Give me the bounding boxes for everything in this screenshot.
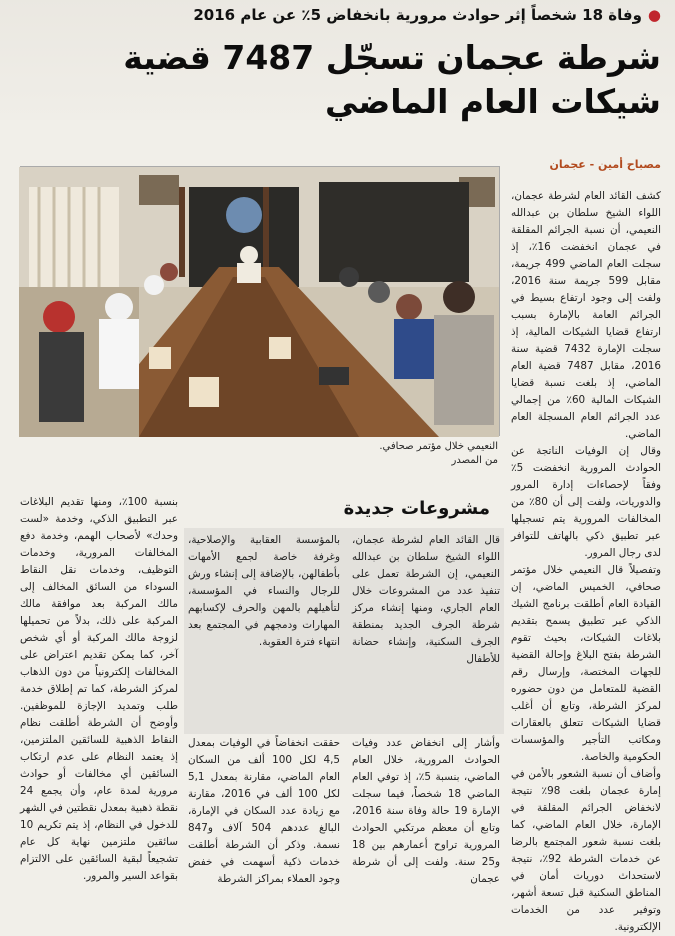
- paragraph: وتفصيلاً قال النعيمي خلال مؤتمر صحافي، الخميس الماضي، إن القيادة العام أطلقت برنامج الشيك الذكي عبر تطبيق يسمح بتقديم بلاغات الشيكات، بحيث تقوم الشرطة بفتح البلاغ وإحالة القضية للجهات المختصة، وإرسال رقم القضية للمتعامل من دون حضوره لمركز الشرطة، وتابع أن أغلب قضايا الشيكات تتعلق بالعقارات ومكاتب التأجير والمؤسسات الحكومية والخاصة.: [511, 564, 661, 763]
- kicker: [21, 6, 661, 24]
- paragraph: وأضاف أن نسبة الشعور بالأمن في إمارة عجمان بلغت 98٪ نتيجة لانخفاض الجرائم المقلقة في الإمارة، خلال العام الماضي، كما بلغت نسبة شعور المجتمع بالرضا عن خدمات الشرطة 92٪، نتيجة لاستحداث دوريات أمان في المناطق السكنية قبل تسعة أشهر، وتوفير عدد من الخدمات الإلكترونية.: [511, 768, 661, 933]
- caption-line-1: النعيمي خلال مؤتمر صحافي.: [379, 441, 498, 452]
- article-column-mid-3: وأشار إلى انخفاض عدد وفيات الحوادث المرورية، خلال العام الماضي، بنسبة 5٪، إذ توفي العام الماضي 18 شخصاً، فيما سجلت الإمارة 19 حالة وفاة سنة 2016، وتابع أن معظم مرتكبي الحوادث المرورية تراوح أعمارهم بين 18 و25 سنة. ولفت إلى أن شرطة عجمان: [352, 737, 500, 885]
- article-column-right: [511, 188, 662, 933]
- paragraph: وقال إن الوفيات الناتجة عن الحوادث المرورية انخفضت 5٪ وفقاً لإحصاءات إدارة المرور والدوريات، ولفت إلى أن 80٪ من المخالفات المرورية يتم تسجيلها عبر تطبيق ذكي بالهاتف للتوافر لدى رجال المرور.: [511, 445, 661, 559]
- headline-line-2: شيكات العام الماضي: [324, 82, 661, 121]
- photo-caption: [22, 440, 498, 468]
- headline-line-1: شرطة عجمان تسجّل 7487 قضية: [123, 38, 661, 77]
- paragraph: كشف القائد العام لشرطة عجمان، اللواء الشيخ سلطان بن عبدالله النعيمي، أن نسبة الجرائم المقلقة في عجمان انخفضت 16٪، إذ سجلت العام الماضي 499 جريمة، مقابل 599 جريمة سنة 2016، ولفت إلى وجود ارتفاع بسيط في الجرائم العامة بالإمارة بسبب ارتفاع قضايا الشيكات المالية، إذ سجلت الإمارة 7432 قضية سنة 2016، مقابل 7487 قضية العام الماضي، إذ بلغت نسبة قضايا الشيكات المالية 60٪ من إجمالي عدد الجرائم العام المسجلة العام الماضي.: [511, 190, 662, 440]
- headline: [21, 36, 661, 124]
- article-column-mid-1: قال القائد العام لشرطة عجمان، اللواء الشيخ سلطان بن عبدالله النعيمي، إن الشرطة تعمل على تنفيذ عدد من المشروعات خلال العام الجاري، ومنها إنشاء مركز شرطة الجرف الجديد بمنطقة الجرف السكنية، وإنشاء حضانة للأطفال: [352, 534, 500, 665]
- article-column-mid-4: حققت انخفاضاً في الوفيات بمعدل 4,5 لكل 100 ألف من السكان العام الماضي، مقارنة بمعدل 5,1 لكل 100 ألف في 2016، مقارنة مع زيادة عدد السكان في الإمارة، البالغ عددهم 504 آلاف و847 نسمة. وذكر أن الشرطة أطلقت خدمات ذكية أسهمت في خفض وجود العملاء بمراكز الشرطة: [188, 737, 340, 885]
- kicker-text: وفاة 18 شخصاً إثر حوادث مرورية بانخفاض 5٪ عن عام 2016: [193, 6, 642, 24]
- article-column-mid-2: بالمؤسسة العقابية والإصلاحية، وغرفة خاصة لجمع الأمهات بأطفالهن، بالإضافة إلى إنشاء ورش للرجال والنساء في المؤسسة، لتأهيلهم بالمهن والحرف لإكسابهم المهارات ودمجهم في المجتمع بعد انتهاء فترة العقوبة.: [188, 534, 340, 648]
- bullet-icon: ●: [647, 6, 661, 24]
- section-title: مشروعات جديدة: [343, 498, 490, 519]
- press-conference-photo: [20, 166, 500, 436]
- conference-image: [19, 167, 499, 437]
- article-column-left: بنسبة 100٪، ومنها تقديم البلاغات عبر التطبيق الذكي، وخدمة «لست وحدك» لأصحاب الهمم، وخدمة دفع المخالفات المرورية، وخدمات التوظيف، وخدمات نقل النقاط السوداء من السائق المخالف إلى مالك المركبة بعد موافقة مالك المركبة على ذلك، بدلاً من تحميلها لزوجة مالك المركبة أو أي شخص آخر، كما يمكن تقديم اعتراض على المخالفات إلكترونياً من دون الذهاب لمركز الشرطة، كما تم إطلاق خدمة طلب وتمديد الإجازة للموظفين. وأوضح أن الشرطة أطلقت نظام النقاط الذهبية للسائقين الملتزمين، إذ يعتمد النظام على عدم ارتكاب السائقين أي مخالفات أو حوادث مرورية لمدة عام، وأن يجمع 24 نقطة ذهبية بمعدل نقطتين في الشهر للدخول في النظام، إذ يتم تكريم 10 سائقين ملتزمين نهاية كل عام تشجيعاً لبقية السائقين على الالتزام بقواعد السير والمرور.: [20, 496, 178, 882]
- caption-line-2: من المصدر: [451, 455, 498, 466]
- byline: مصباح أمين - عجمان: [549, 158, 661, 171]
